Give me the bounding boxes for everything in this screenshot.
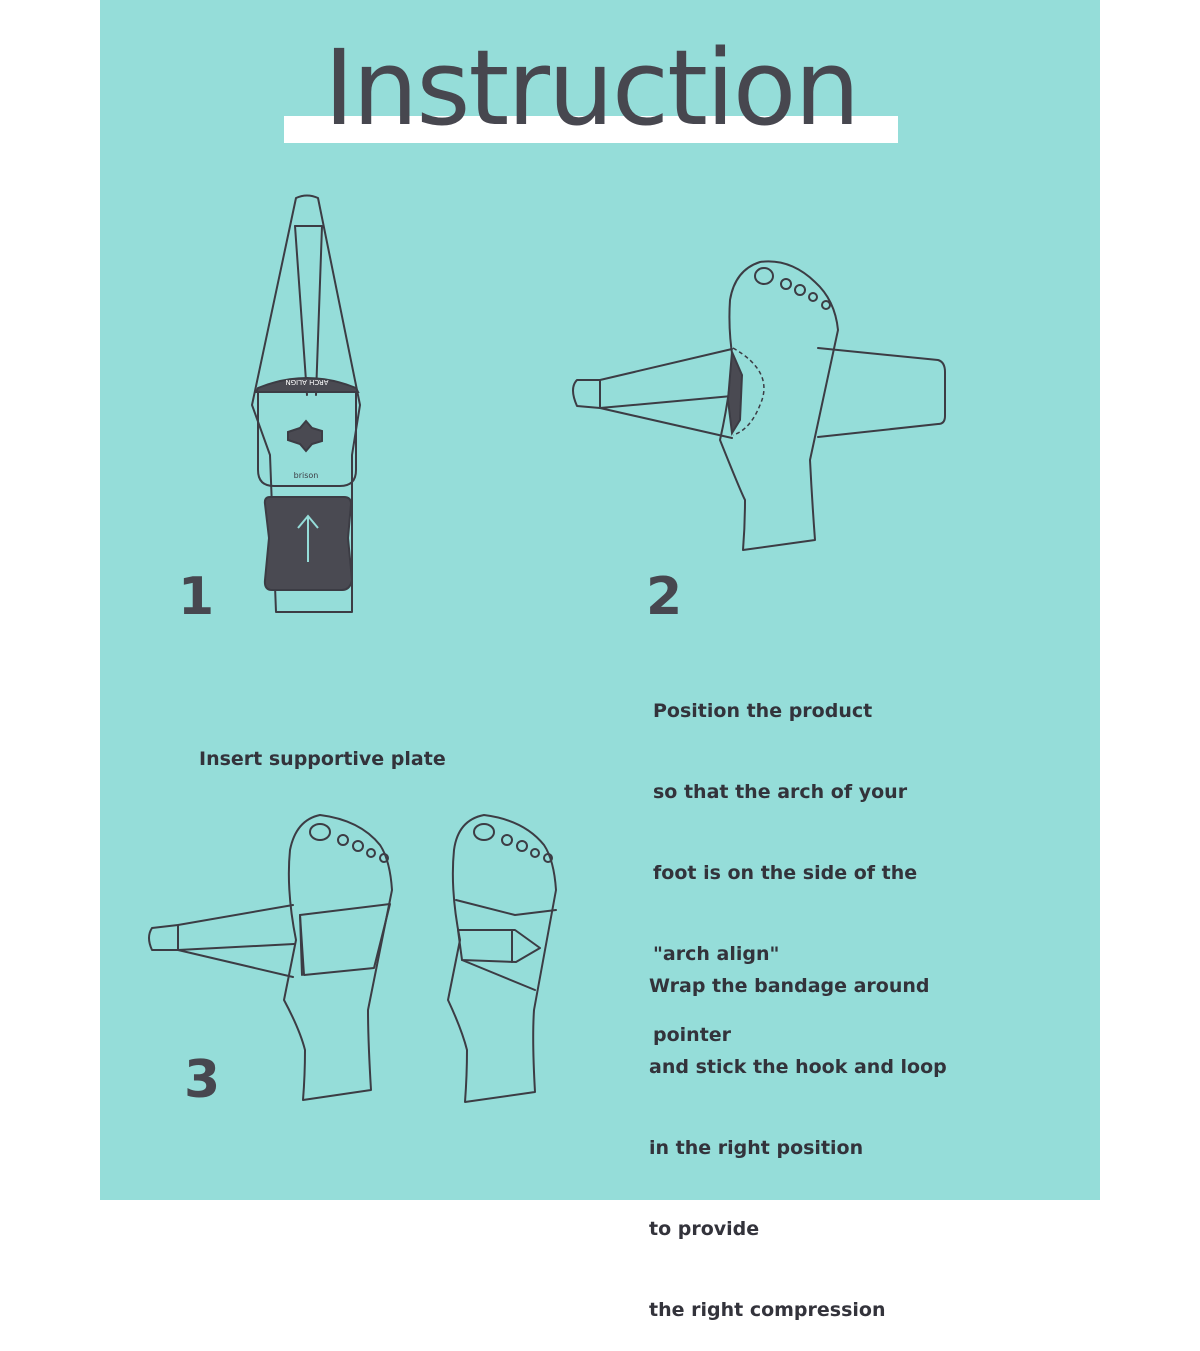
step-2-line: foot is on the side of the [653,862,918,884]
foot-logo-icon [288,421,322,451]
step-3-line: to provide [649,1218,760,1240]
step-2-line: "arch align" [653,943,780,965]
step-3-line: and stick the hook and loop [649,1056,947,1078]
step-1-text [199,692,446,800]
step1-bandage-illustration [252,196,360,613]
step-2-line: pointer [653,1024,732,1046]
brand-label: brison [293,471,319,480]
step-2-line: Position the product [653,700,873,722]
step2-foot-illustration [573,261,945,550]
step-2-number: 2 [646,567,683,627]
step-3-line: in the right position [649,1137,864,1159]
step-1-number: 1 [178,567,215,627]
step-3-line: the right compression [649,1299,886,1321]
step-3-text [649,919,947,1351]
page-title: Instruction [323,27,859,149]
step-3-line: Wrap the bandage around [649,975,930,997]
step-2-line: so that the arch of your [653,781,908,803]
step-1-line: Insert supportive plate [199,748,446,770]
arch-align-label: ARCH ALIGN [285,378,329,386]
step-3-number: 3 [184,1050,221,1110]
